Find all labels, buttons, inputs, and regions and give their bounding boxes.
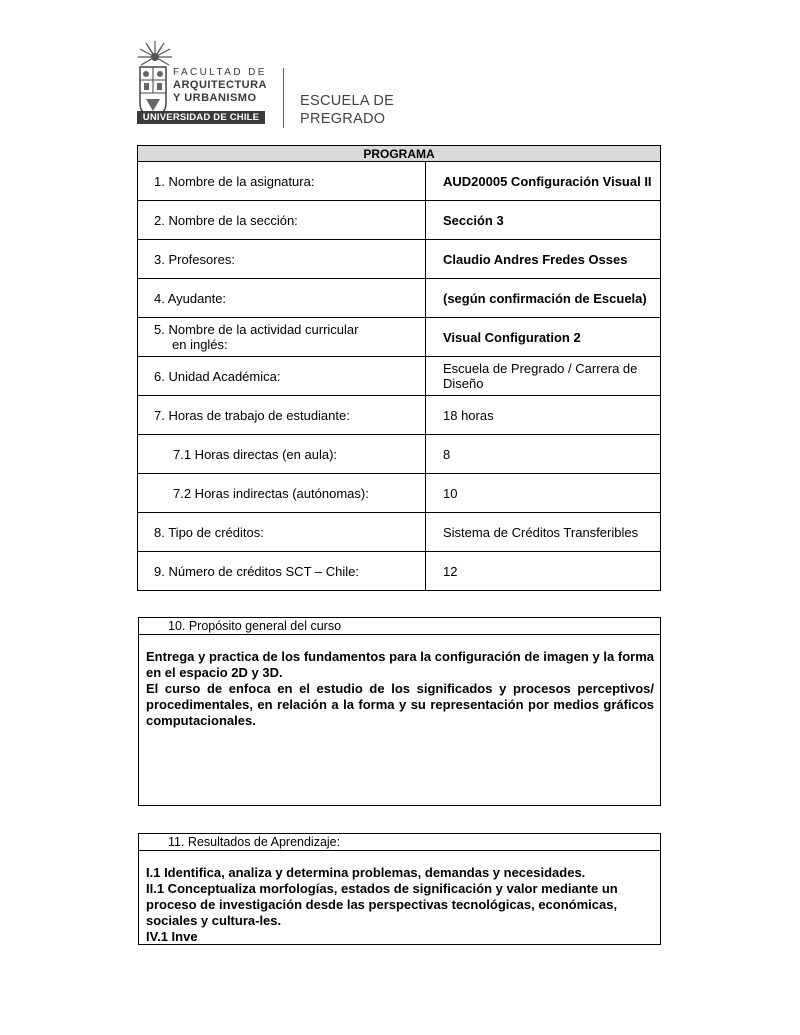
row-label: 4. Ayudante: <box>138 279 426 318</box>
purpose-paragraph-1: Entrega y practica de los fundamentos para la configuración de imagen y la forma en el espacio 2D y 3D. <box>146 649 654 680</box>
professors-value: Claudio Andres Fredes Osses <box>426 240 661 279</box>
purpose-body <box>139 635 660 729</box>
section-name-value: Sección 3 <box>426 201 661 240</box>
row-label-line-1: 5. Nombre de la actividad curricular <box>154 322 359 337</box>
row-label: 7.2 Horas indirectas (autónomas): <box>138 474 426 513</box>
purpose-heading: 10. Propósito general del curso <box>139 618 660 635</box>
row-label: 1. Nombre de la asignatura: <box>138 162 426 201</box>
academic-unit-line-1: Escuela de Pregrado / Carrera de <box>443 361 638 376</box>
programa-table <box>137 145 661 591</box>
row-label: 9. Número de créditos SCT – Chile: <box>138 552 426 591</box>
learning-outcomes-heading: 11. Resultados de Aprendizaje: <box>139 834 660 851</box>
row-label: 7.1 Horas directas (en aula): <box>138 435 426 474</box>
programa-header-row <box>138 146 661 162</box>
table-row <box>138 435 661 474</box>
header <box>137 40 397 135</box>
table-row <box>138 318 661 357</box>
assistant-value: (según confirmación de Escuela) <box>426 279 661 318</box>
row-label: 7. Horas de trabajo de estudiante: <box>138 396 426 435</box>
school-line-2: PREGRADO <box>300 111 386 127</box>
academic-unit-value <box>426 357 661 396</box>
table-row <box>138 279 661 318</box>
row-label <box>138 318 426 357</box>
table-row <box>138 513 661 552</box>
academic-unit-line-2: Diseño <box>443 376 484 391</box>
faculty-line-1: FACULTAD DE <box>173 67 267 78</box>
sct-credits-value: 12 <box>426 552 661 591</box>
learning-outcomes-body <box>139 851 660 945</box>
outcome-item: II.1 Conceptualiza morfologías, estados de significación y valor mediante un proceso de investigación desde las perspectivas tecnológicas, económicas, sociales y cultura-les. <box>146 881 618 928</box>
school-line-1: ESCUELA DE <box>300 93 395 109</box>
header-divider <box>283 68 284 128</box>
row-label-line-2: en inglés: <box>172 337 228 352</box>
student-hours-value: 18 horas <box>426 396 661 435</box>
outcome-item: I.1 Identifica, analiza y determina problemas, demandas y necesidades. <box>146 865 586 880</box>
programa-title: PROGRAMA <box>138 146 661 162</box>
row-label: 6. Unidad Académica: <box>138 357 426 396</box>
learning-outcomes-box <box>138 833 661 945</box>
table-row <box>138 357 661 396</box>
faculty-name <box>173 66 273 105</box>
faculty-line-2: ARQUITECTURA <box>173 79 267 91</box>
faculty-line-3: Y URBANISMO <box>173 92 257 104</box>
purpose-box <box>138 617 661 806</box>
school-name <box>300 92 394 128</box>
table-row <box>138 474 661 513</box>
outcome-item: IV.1 Inve <box>146 929 198 944</box>
credit-type-value: Sistema de Créditos Transferibles <box>426 513 661 552</box>
direct-hours-value: 8 <box>426 435 661 474</box>
row-label: 8. Tipo de créditos: <box>138 513 426 552</box>
table-row <box>138 240 661 279</box>
purpose-paragraph-2: El curso de enfoca en el estudio de los significados y procesos perceptivos/ procedimentales, en relación a la forma y su representación por medios gráficos computacionales. <box>146 681 654 728</box>
table-row <box>138 396 661 435</box>
table-row <box>138 162 661 201</box>
table-row <box>138 552 661 591</box>
row-label: 2. Nombre de la sección: <box>138 201 426 240</box>
indirect-hours-value: 10 <box>426 474 661 513</box>
table-row <box>138 201 661 240</box>
row-label: 3. Profesores: <box>138 240 426 279</box>
faculty-logo <box>137 40 271 130</box>
course-name-value: AUD20005 Configuración Visual II <box>426 162 661 201</box>
university-banner: UNIVERSIDAD DE CHILE <box>137 111 265 124</box>
english-name-value: Visual Configuration 2 <box>426 318 661 357</box>
